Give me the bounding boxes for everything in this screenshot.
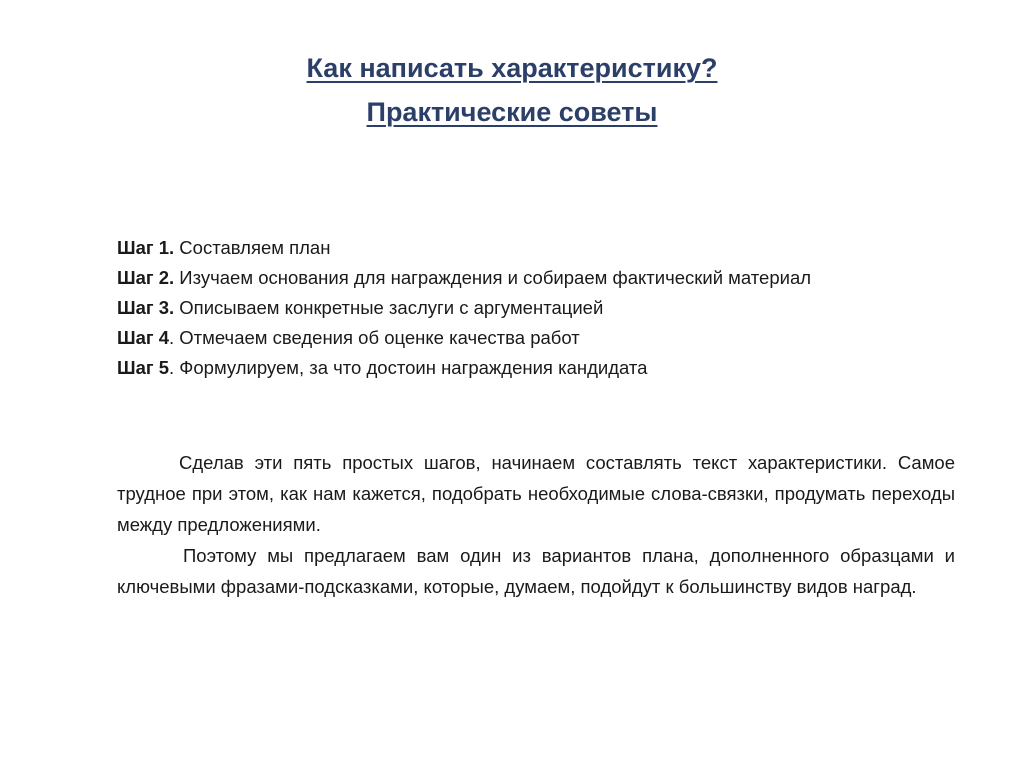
step-label: Шаг 2. (117, 267, 175, 288)
title-line-1: Как написать характеристику? (306, 53, 718, 83)
step-text: Составляем план (174, 237, 331, 258)
step-text: Изучаем основания для награждения и собираем фактический материал (174, 267, 812, 288)
paragraph: Сделав эти пять простых шагов, начинаем составлять текст характеристики. Самое трудное при этом, как нам кажется, подобрать необходимые слова-связки, продумать переходы между предложениями. (117, 452, 955, 535)
step-label: Шаг 1. (117, 237, 175, 258)
step-label: Шаг 3. (117, 297, 175, 318)
step-label: Шаг 5 (117, 357, 170, 378)
step-text: . Формулируем, за что достоин награждения кандидата (169, 357, 648, 378)
paragraph: Поэтому мы предлагаем вам один из вариантов плана, дополненного образцами и ключевыми фразами-подсказками, которые, думаем, подойдут к большинству видов наград. (117, 545, 955, 597)
step-label: Шаг 4 (117, 327, 170, 348)
step-item (117, 233, 917, 263)
step-item (117, 263, 917, 293)
steps-list (117, 233, 917, 383)
title-line-2: Практические советы (366, 97, 658, 127)
step-text: . Отмечаем сведения об оценке качества работ (169, 327, 580, 348)
step-item (117, 323, 917, 353)
step-text: Описываем конкретные заслуги с аргументацией (174, 297, 604, 318)
slide-title (0, 46, 1024, 134)
step-item (117, 353, 917, 383)
body-text (117, 447, 955, 602)
step-item (117, 293, 917, 323)
